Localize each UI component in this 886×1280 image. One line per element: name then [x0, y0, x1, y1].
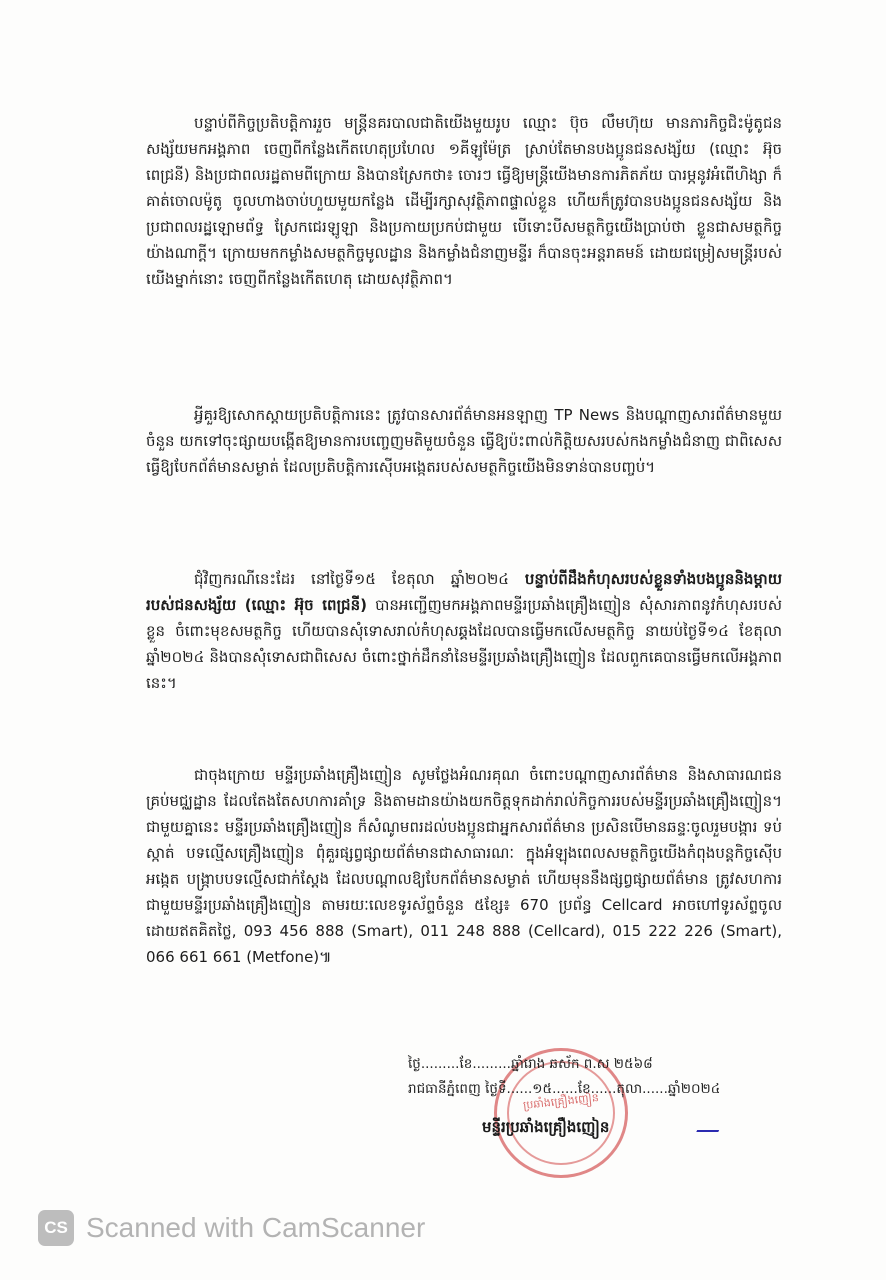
paragraph-media-regret: [146, 402, 782, 480]
paragraph-text-after: បានអញ្ជើញមកអង្គភាពមន្ទីរប្រឆាំងគ្រឿងញៀន សុំសារភាពនូវកំហុសរបស់ខ្លួន ចំពោះមុខសមត្ថកិច្ច ហើយបានសុំទោសរាល់កំហុសឆ្គងដែលបានធ្វើមកលើសមត្ថកិច្ច នាយប់ថ្ងៃទី១៤ ខែតុលា ឆ្នាំ២០២៤ និងបានសុំទោសជាពិសេស ចំពោះថ្នាក់ដឹកនាំនៃមន្ទីរប្រឆាំងគ្រឿងញៀន ដែលពួកគេបានធ្វើមកលើអង្គភាពនេះ។: [146, 596, 782, 692]
camscanner-watermark: [38, 1210, 425, 1246]
paragraph-text-before: ជុំវិញករណីនេះដែរ នៅថ្ងៃទី១៥ ខែតុលា ឆ្នាំ២០២៤: [194, 570, 525, 588]
camscanner-text: Scanned with CamScanner: [86, 1212, 426, 1243]
paragraph-closing-request: [146, 762, 782, 970]
signature-mark: [696, 1116, 725, 1132]
paragraph-text: ជាចុងក្រោយ មន្ទីរប្រឆាំងគ្រឿងញៀន សូមថ្លែងអំណរគុណ ចំពោះបណ្តាញសារព័ត៌មាន និងសាធារណជនគ្រប់មជ្ឈដ្ឋាន ដែលតែងតែសហការគាំទ្រ និងតាមដានយ៉ាងយកចិត្តទុកដាក់រាល់កិច្ចការរបស់មន្ទីរប្រឆាំងគ្រឿងញៀន។ ជាមួយគ្នានេះ មន្ទីរប្រឆាំងគ្រឿងញៀន ក៏សំណូមពរដល់បងប្អូនជាអ្នកសារព័ត៌មាន ប្រសិនបើមានឆន្ទៈចូលរួមបង្ការ ទប់ស្កាត់ បទល្មើសគ្រឿងញៀន ពុំគួរផ្សព្វផ្សាយព័ត៌មានជាសាធារណៈ ក្នុងអំឡុងពេលសមត្ថកិច្ចយើងកំពុងបន្តកិច្ចស៊ើបអង្កេត បង្ក្រាបបទល្មើសជាក់ស្តែង ដែលបណ្តាលឱ្យបែកព័ត៌មានសម្ងាត់ ហើយមុននឹងផ្សព្វផ្សាយព័ត៌មាន ត្រូវសហការជាមួយមន្ទីរប្រឆាំងគ្រឿងញៀន តាមរយៈលេខទូរស័ព្ទចំនួន ៥ខ្សែ៖ 670 ប្រព័ន្ធ Cellcard អាចហៅទូរស័ព្ទចូលដោយឥតគិតថ្លៃ, 093 456 888 (Smart), 011 248 888 (Cellcard), 015 222 226 (Smart), 066 661 661 (Metfone)៕: [146, 766, 782, 966]
gregorian-date-line: រាជធានីភ្នំពេញ ថ្ងៃទី......១៥......ខែ......តុលា......ឆ្នាំ២០២៤: [408, 1081, 721, 1097]
paragraph-text: បន្ទាប់ពីកិច្ចប្រតិបត្តិការរួច មន្ត្រីនគរបាលជាតិយើងមួយរូប ឈ្មោះ ប៊ុច លឹមហ៊ុយ មានភារកិច្ចជិះម៉ូតូជនសង្ស័យមកអង្គភាព ចេញពីកន្លែងកើតហេតុប្រហែល ១គីឡូម៉ែត្រ ស្រាប់តែមានបងប្អូនជនសង្ស័យ (ឈ្មោះ អ៊ុច ពេជ្រនី) និងប្រជាពលរដ្ឋតាមពីក្រោយ និងបានស្រែកថា៖ ចោរៗ ធ្វើឱ្យមន្ត្រីយើងមានការភិតភ័យ បារម្ភនូវអំពើហិង្សា ក៏គាត់ចោលម៉ូតូ ចូលហាងចាប់ហួយមួយកន្លែង ដើម្បីរក្សាសុវត្ថិភាពផ្ទាល់ខ្លួន ហើយក៏ត្រូវបានបងប្អូនជនសង្ស័យ និងប្រជាពលរដ្ឋឡោមព័ទ្ធ ស្រែកជេរឡូឡា និងប្រកាយប្រកប់ជាមួយ បើទោះបីសមត្ថកិច្ចយើងប្រាប់ថា ខ្លួនជាសមត្ថកិច្ចយ៉ាងណាក្តី។ ក្រោយមកកម្លាំងសមត្ថកិច្ចមូលដ្ឋាន និងកម្លាំងជំនាញមន្ទីរ ក៏បានចុះអន្តរាគមន៍ ដោយជម្រៀសមន្ត្រីរបស់យើងម្នាក់នោះ ចេញពីកន្លែងកើតហេតុ ដោយសុវត្ថិភាព។: [146, 114, 782, 288]
seal-text: ប្រឆាំងគ្រឿងញៀន: [522, 1091, 600, 1112]
paragraph-apology: [146, 566, 782, 696]
paragraph-operation-account: [146, 110, 782, 292]
date-block: [408, 1052, 788, 1102]
camscanner-logo-icon: CS: [38, 1210, 74, 1246]
paragraph-text: អ្វីគួរឱ្យសោកស្តាយប្រតិបត្តិការនេះ ត្រូវបានសារព័ត៌មានអនឡាញ TP News និងបណ្តាញសារព័ត៌មានមួយចំនួន យកទៅចុះផ្សាយបង្កើតឱ្យមានការបញ្ចេញមតិមួយចំនួន ធ្វើឱ្យប៉ះពាល់កិត្តិយសរបស់កងកម្លាំងជំនាញ ជាពិសេសធ្វើឱ្យបែកព័ត៌មានសម្ងាត់ ដែលប្រតិបត្តិការស៊ើបអង្កេតរបស់សមត្ថកិច្ចយើងមិនទាន់បានបញ្ចប់។: [146, 406, 782, 476]
issuing-office: [482, 1118, 609, 1140]
office-name: មន្ទីរប្រឆាំងគ្រឿងញៀន: [482, 1118, 610, 1136]
lunar-date-line: ថ្ងៃ.........ខែ.........ឆ្នាំរោង ឆស័ក ព.ស ២៥៦៨: [408, 1056, 653, 1072]
paragraph-text-bold: បន្ទាប់ពីដឹងកំហុសរបស់ខ្លួនទាំងបងប្អូននិងម្តាយរបស់ជនសង្ស័យ (ឈ្មោះ អ៊ុច ពេជ្រនី): [146, 570, 782, 614]
